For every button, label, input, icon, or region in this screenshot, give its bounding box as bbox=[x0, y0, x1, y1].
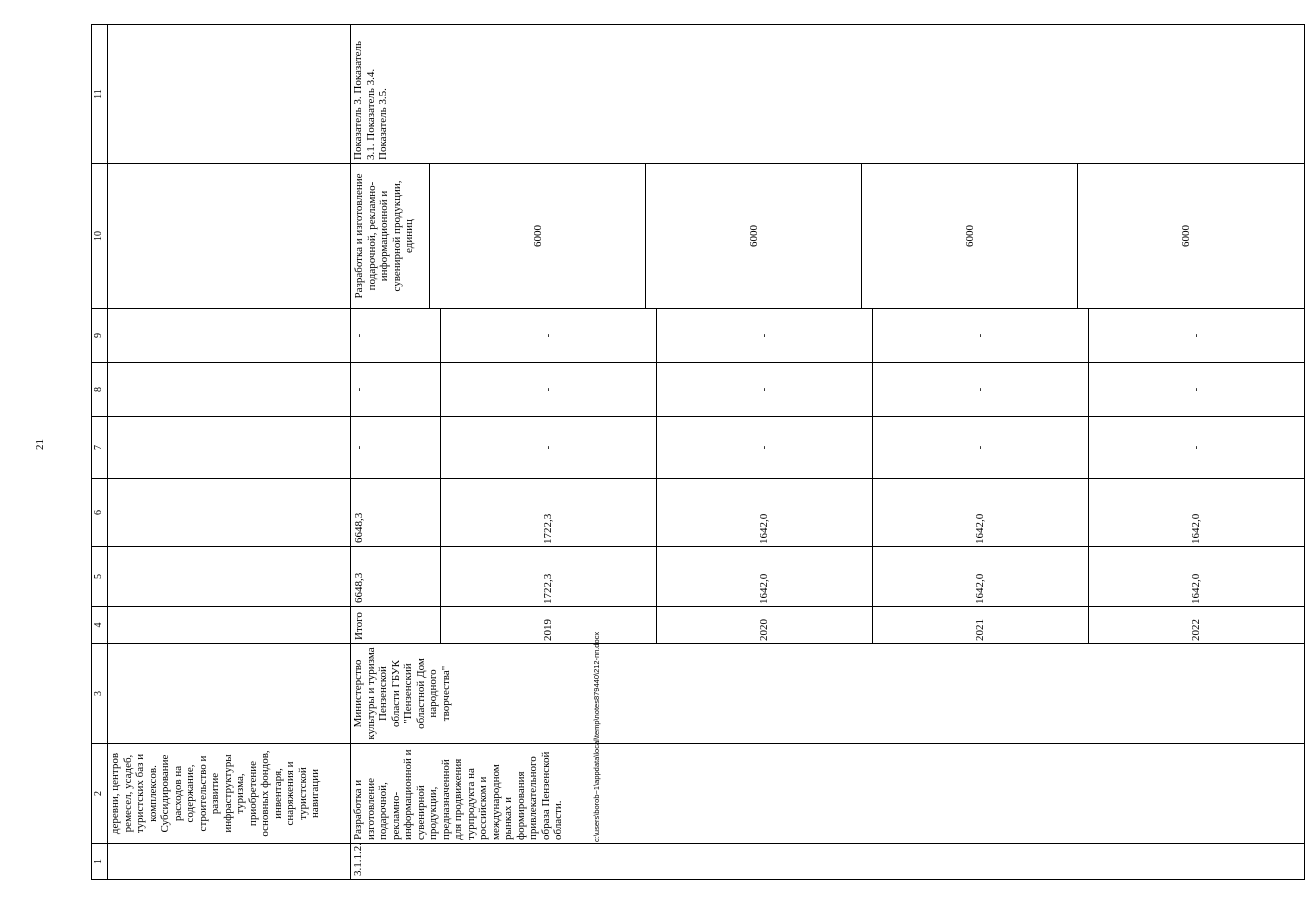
program-table bbox=[91, 24, 1305, 880]
col7-values bbox=[440, 417, 1304, 478]
value-cell: 1642,0 bbox=[872, 547, 1088, 606]
header-col-6: 6 bbox=[92, 479, 108, 547]
page-number: 21 bbox=[34, 439, 46, 450]
row1-col3 bbox=[108, 644, 351, 744]
row1-col9 bbox=[108, 309, 351, 363]
row1-col8 bbox=[108, 363, 351, 417]
year-2022: 2022 bbox=[1088, 607, 1304, 643]
row1-col10 bbox=[108, 164, 351, 309]
row2-col10 bbox=[351, 164, 1305, 309]
row2-executor: Министерство культуры и туризма Пензенской области ГБУК "Пензенский областной Дом народного творчества" bbox=[351, 644, 1305, 744]
col5-values bbox=[440, 547, 1304, 606]
row2-col8 bbox=[351, 363, 1305, 417]
value-cell: - bbox=[440, 417, 656, 478]
value-cell: 1642,0 bbox=[1088, 547, 1304, 606]
value-cell: 6000 bbox=[646, 164, 862, 308]
row1-col4 bbox=[108, 607, 351, 644]
header-col-1: 1 bbox=[92, 844, 108, 880]
table-row bbox=[108, 25, 351, 880]
col6-values bbox=[440, 479, 1304, 546]
row1-col5 bbox=[108, 547, 351, 607]
total-col9: - bbox=[353, 333, 365, 338]
header-col-10: 10 bbox=[92, 164, 108, 309]
row2-col6 bbox=[351, 479, 1305, 547]
header-row bbox=[92, 25, 108, 880]
row2-period bbox=[351, 607, 1305, 644]
header-col-8: 8 bbox=[92, 363, 108, 417]
footer-file-path: c:\users\borob~1\appdata\local\temp\notes879440\212-пп.docx bbox=[592, 631, 601, 842]
row1-col6 bbox=[108, 479, 351, 547]
total-col6: 6648,3 bbox=[353, 512, 365, 543]
header-col-4: 4 bbox=[92, 607, 108, 644]
value-cell: 6000 bbox=[862, 164, 1078, 308]
row1-description: деревни, центров ремесел, усадеб, туристских баз и комплексов. Субсидирование расходов на содержание, строительство и развитие инфраструктуры туризма, приобретение основных фондов, инвентаря, снаряжения и туристской навигации bbox=[108, 744, 351, 844]
header-col-9: 9 bbox=[92, 309, 108, 363]
header-col-2: 2 bbox=[92, 744, 108, 844]
value-cell: - bbox=[872, 309, 1088, 362]
row1-col7 bbox=[108, 417, 351, 479]
row2-description: Разработка и изготовление подарочной, рекламно-информационной и сувенирной продукции, предназначенной для продвижения турпродукта на российском и международном рынках и формирования привлекательного образа Пензенской области. bbox=[351, 744, 1305, 844]
value-cell: 1642,0 bbox=[1088, 479, 1304, 546]
value-cell: - bbox=[440, 363, 656, 416]
row2-col9 bbox=[351, 309, 1305, 363]
row1-col11 bbox=[108, 25, 351, 164]
value-cell: - bbox=[1088, 363, 1304, 416]
header-col-3: 3 bbox=[92, 644, 108, 744]
total-label: Итого bbox=[353, 612, 365, 640]
value-cell: - bbox=[440, 309, 656, 362]
value-cell: - bbox=[656, 417, 872, 478]
row2-indicators: Показатель 3. Показатель 3.1. Показатель 3.4. Показатель 3.5. bbox=[351, 25, 1305, 164]
years-list bbox=[440, 607, 1304, 643]
row1-col1 bbox=[108, 844, 351, 880]
value-cell: 1642,0 bbox=[872, 479, 1088, 546]
col8-values bbox=[440, 363, 1304, 416]
header-col-7: 7 bbox=[92, 417, 108, 479]
table-row bbox=[351, 25, 1305, 880]
row2-item-number: 3.1.1.2. bbox=[351, 844, 1305, 880]
value-cell: 1642,0 bbox=[656, 479, 872, 546]
value-cell: - bbox=[656, 363, 872, 416]
value-cell: - bbox=[656, 309, 872, 362]
value-cell: - bbox=[872, 363, 1088, 416]
value-cell: 6000 bbox=[430, 164, 646, 308]
total-col8: - bbox=[353, 387, 365, 392]
value-cell: 1642,0 bbox=[656, 547, 872, 606]
year-2020: 2020 bbox=[656, 607, 872, 643]
total-col5: 6648,3 bbox=[353, 572, 365, 603]
header-col-5: 5 bbox=[92, 547, 108, 607]
year-2019: 2019 bbox=[440, 607, 656, 643]
value-cell: 1722,3 bbox=[440, 479, 656, 546]
total-col7: - bbox=[353, 445, 365, 450]
header-col-11: 11 bbox=[92, 25, 108, 164]
value-cell: - bbox=[872, 417, 1088, 478]
value-cell: 1722,3 bbox=[440, 547, 656, 606]
row2-col7 bbox=[351, 417, 1305, 479]
row2-col5 bbox=[351, 547, 1305, 607]
value-cell: - bbox=[1088, 417, 1304, 478]
year-2021: 2021 bbox=[872, 607, 1088, 643]
value-cell: - bbox=[1088, 309, 1304, 362]
col10-values bbox=[429, 164, 1293, 308]
col9-values bbox=[440, 309, 1304, 362]
value-cell: 6000 bbox=[1078, 164, 1294, 308]
indicator-text: Разработка и изготовление подарочной, рекламно-информационной и сувенирной продукции, единиц bbox=[353, 173, 415, 299]
